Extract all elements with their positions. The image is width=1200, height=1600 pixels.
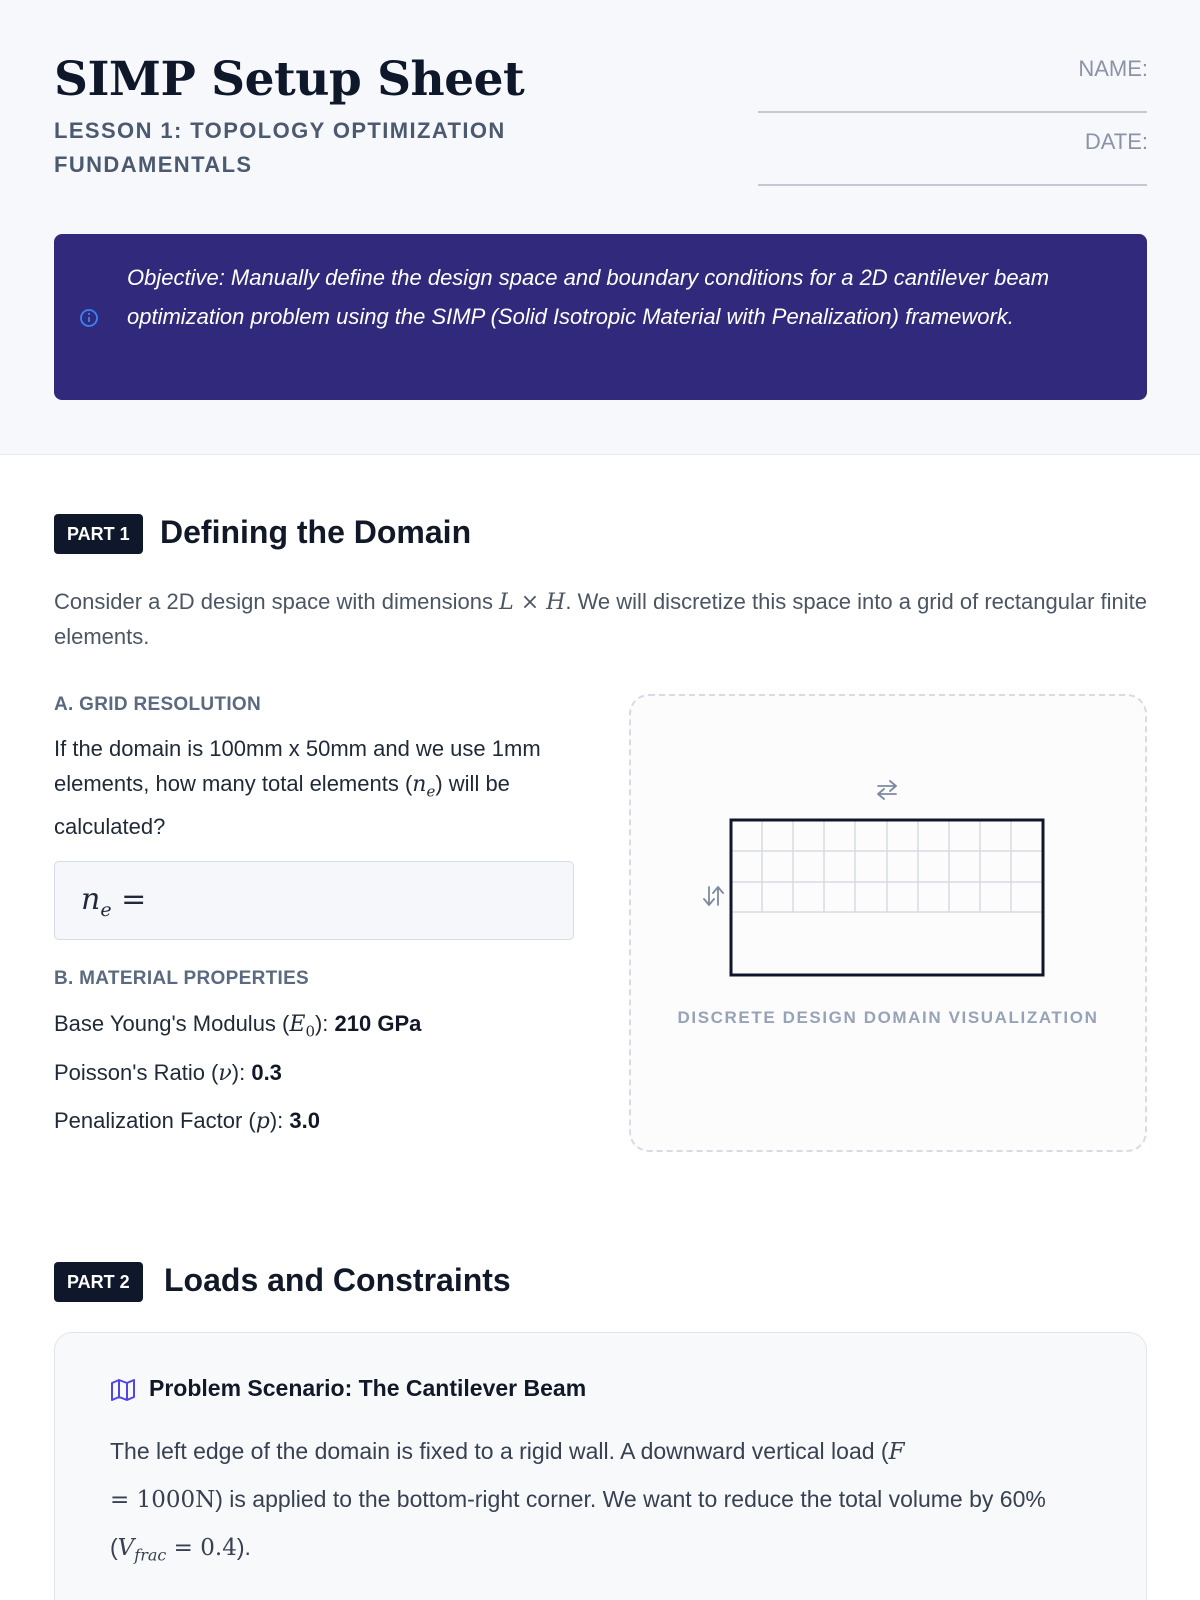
part-2-badge: PART 2: [54, 1262, 143, 1302]
date-label: DATE:: [1084, 129, 1148, 154]
penalization-factor-row: [54, 1108, 320, 1134]
info-icon: [79, 308, 99, 328]
intro-text: Consider a 2D design space with dimensions: [54, 589, 500, 614]
answer-expression: [81, 882, 146, 921]
domain-visualization: [629, 694, 1147, 1152]
scenario-text-3: ) is applied to the bottom-right corner. We want to reduce the total volume by 60% (: [110, 1486, 1046, 1560]
intro-text-end: . We will discretize this space into a grid of rectangular finite elements.: [54, 589, 1147, 649]
scenario-volume-value: = 0.4: [166, 1535, 237, 1561]
scenario-text: [110, 1428, 1100, 1579]
vertical-arrows-icon: [704, 887, 723, 905]
name-field[interactable]: [758, 111, 1147, 113]
part-1-badge: PART 1: [54, 514, 143, 554]
visualization-caption: DISCRETE DESIGN DOMAIN VISUALIZATION: [677, 1008, 1099, 1027]
grid-resolution-question: [54, 731, 574, 844]
poisson-label: Poisson's Ratio (: [54, 1060, 219, 1085]
scenario-force-value: = 1000N: [110, 1487, 216, 1513]
answer-equals: =: [111, 882, 147, 917]
question-text-end: ) will be calculated?: [54, 771, 510, 840]
page-header: [0, 0, 1200, 455]
scenario-title: Problem Scenario: The Cantilever Beam: [149, 1375, 587, 1401]
poisson-symbol: ν: [218, 1061, 232, 1086]
page-title: SIMP Setup Sheet: [54, 52, 525, 107]
objective-banner: [54, 234, 1147, 400]
domain-diagram: [631, 696, 1149, 1154]
scenario-force-symbol: F: [888, 1439, 905, 1465]
scenario-volume-sub: frac: [134, 1545, 167, 1565]
answer-field[interactable]: [54, 861, 574, 940]
horizontal-arrows-icon: [878, 781, 896, 799]
penal-value: 3.0: [289, 1108, 321, 1133]
question-math: n: [412, 772, 427, 797]
scenario-text-1: The left edge of the domain is fixed to a rigid wall. A downward vertical load (: [110, 1438, 889, 1464]
scenario-card: [54, 1332, 1147, 1600]
poisson-value: 0.3: [251, 1060, 282, 1085]
objective-text: Objective: Manually define the design space and boundary conditions for a 2D cantilever beam optimization problem using the SIMP (Solid Isotropic Material with Penalization) framework.: [127, 265, 1050, 329]
penal-close: ):: [269, 1108, 290, 1133]
poissons-ratio-row: [54, 1060, 282, 1086]
answer-symbol: n: [81, 882, 101, 917]
material-properties-label: B. MATERIAL PROPERTIES: [54, 968, 310, 989]
date-field[interactable]: [758, 184, 1147, 186]
part-2-title: Loads and Constraints: [164, 1262, 511, 1298]
youngs-value: 210 GPa: [334, 1011, 422, 1036]
scenario-text-4: ).: [236, 1534, 251, 1560]
answer-symbol-sub: e: [100, 899, 112, 921]
youngs-label: Base Young's Modulus (: [54, 1011, 290, 1036]
question-math-sub: e: [426, 782, 436, 801]
map-icon: [110, 1377, 136, 1403]
poisson-close: ):: [231, 1060, 252, 1085]
penal-label: Penalization Factor (: [54, 1108, 256, 1133]
part-1-title: Defining the Domain: [160, 514, 472, 550]
page-subtitle: LESSON 1: TOPOLOGY OPTIMIZATION FUNDAMENTALS: [54, 118, 506, 177]
youngs-close: ):: [314, 1011, 335, 1036]
scenario-volume-symbol: V: [117, 1535, 135, 1561]
part-1-intro: [54, 585, 1154, 654]
youngs-symbol: E: [289, 1012, 306, 1037]
youngs-modulus-row: [54, 1011, 421, 1040]
intro-math: L × H: [499, 590, 566, 615]
name-label: NAME:: [1078, 56, 1148, 81]
youngs-sub: 0: [305, 1022, 315, 1041]
penal-symbol: p: [255, 1109, 270, 1134]
question-text: If the domain is 100mm x 50mm and we use 1mm elements, how many total elements (: [54, 736, 541, 796]
grid-resolution-label: A. GRID RESOLUTION: [54, 694, 262, 715]
element-grid: [731, 820, 1043, 912]
